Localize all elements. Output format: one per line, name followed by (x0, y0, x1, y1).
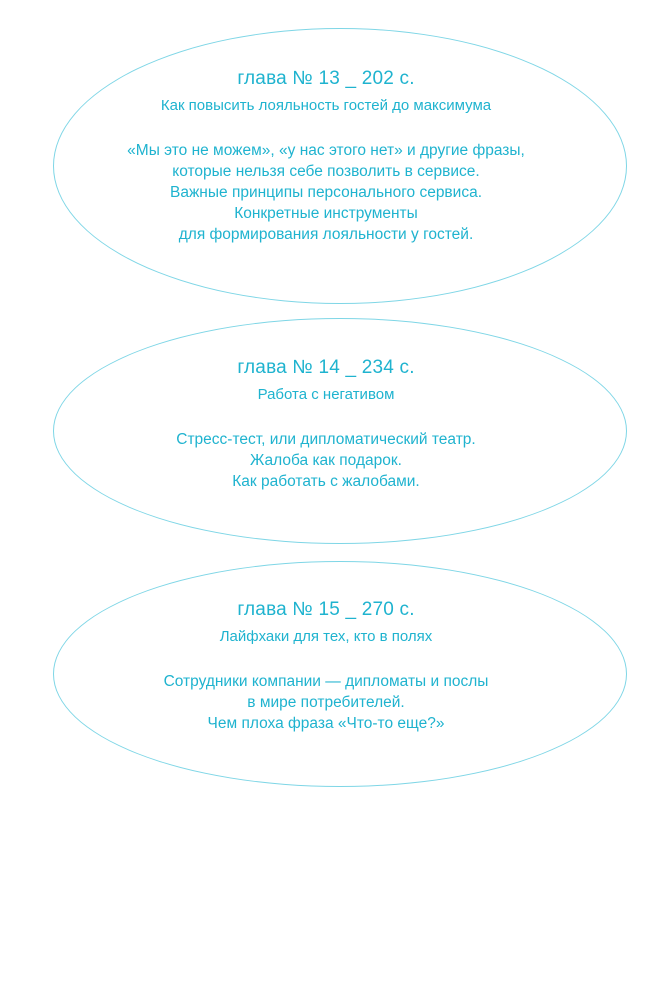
chapter-15 (0, 599, 652, 734)
chapter-14-title: глава № 14 _ 234 с. (237, 357, 415, 378)
chapter-15-line: Чем плоха фраза «Что-то еще?» (207, 715, 445, 732)
chapter-15-line: в мире потребителей. (247, 694, 405, 711)
chapter-14-line: Стресс-тест, или дипломатический театр. (176, 431, 476, 448)
chapter-15-title: глава № 15 _ 270 с. (237, 599, 415, 620)
chapter-13-line: Конкретные инструменты (234, 205, 418, 222)
chapter-15-description (0, 671, 652, 734)
chapter-14-line: Как работать с жалобами. (232, 473, 420, 490)
chapter-13-subtitle: Как повысить лояльность гостей до максимума (160, 97, 492, 114)
chapter-13 (0, 68, 652, 245)
chapter-14-subtitle: Работа с негативом (257, 386, 395, 403)
chapter-14-description (0, 429, 652, 492)
chapter-14-line: Жалоба как подарок. (250, 452, 402, 469)
chapter-13-description (0, 140, 652, 245)
chapter-14 (0, 357, 652, 492)
chapter-13-line: которые нельзя себе позволить в сервисе. (172, 163, 480, 180)
chapter-13-line: «Мы это не можем», «у нас этого нет» и другие фразы, (127, 142, 525, 159)
chapter-13-title: глава № 13 _ 202 с. (237, 68, 415, 89)
chapter-13-line: для формирования лояльности у гостей. (178, 226, 474, 243)
chapter-15-line: Сотрудники компании — дипломаты и послы (163, 673, 489, 690)
chapter-13-line: Важные принципы персонального сервиса. (169, 184, 483, 201)
chapter-15-subtitle: Лайфхаки для тех, кто в полях (219, 628, 433, 645)
